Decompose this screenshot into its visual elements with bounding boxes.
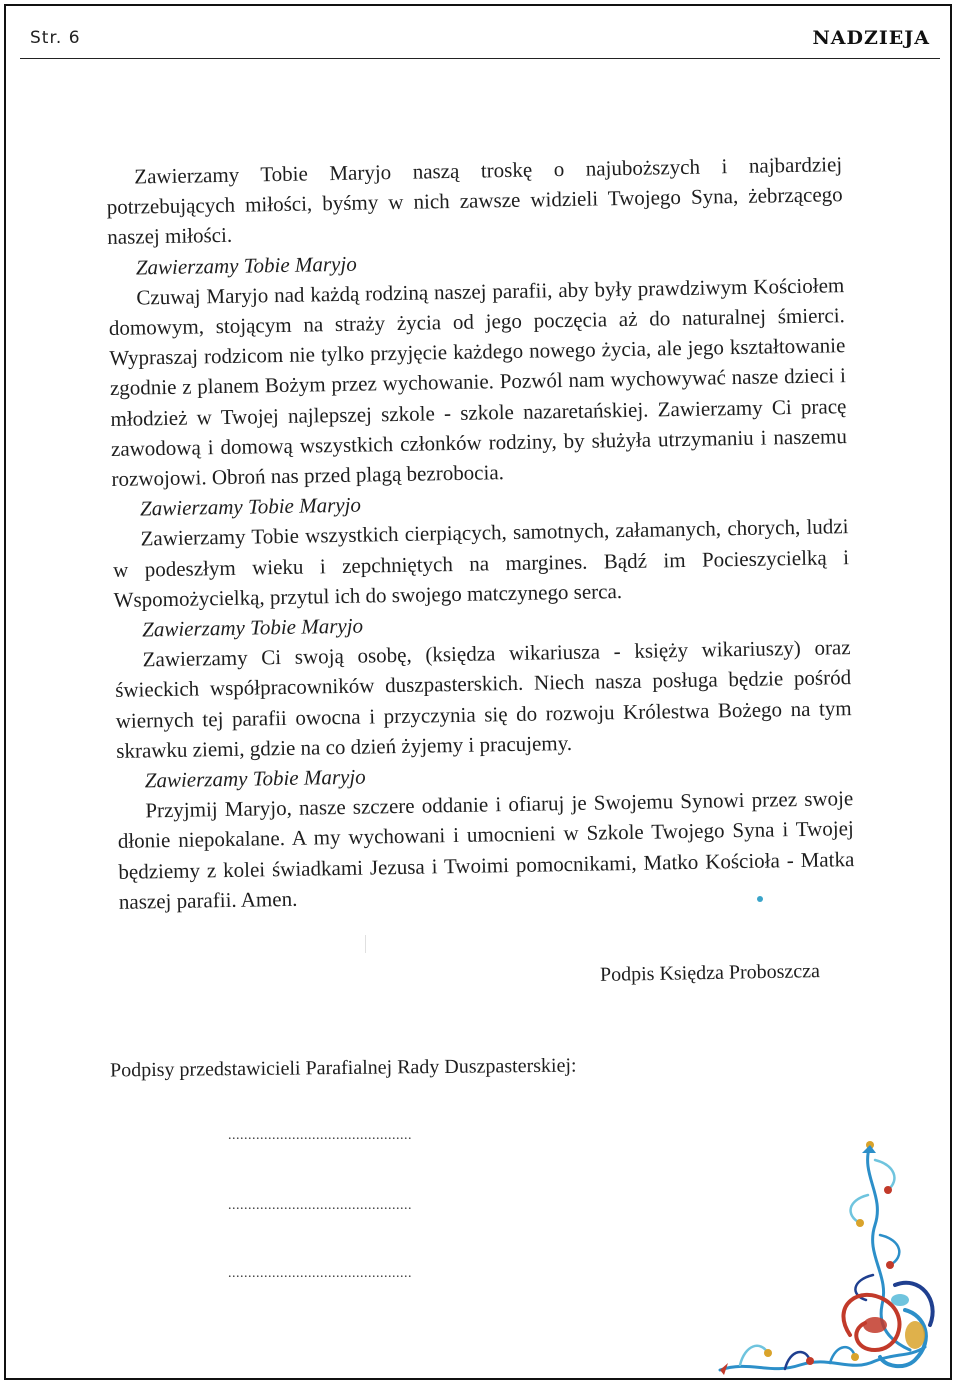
suffering-paragraph: Zawierzamy Tobie wszystkich cierpiących, samotnych, załamanych, chorych, ludzi w podeszłym wieku i zepchniętych na margines. Bądź im Pocieszycielką i Wspomożycielką, przytul ich do swojego matczynego serca. [112, 514, 850, 612]
page-number: Str. 6 [30, 28, 81, 48]
ministry-paragraph: Zawierzamy Ci swoją osobę, (księdza wikariusza - księży wikariuszy) oraz świeckich współpracowników duszpasterskich. Niech nasza posługa będzie pośród wiernych tej parafii owocna i przyczynia się do rozwoju Królestwa Bożego na tym skrawku ziemi, gdzie na co dzień żyjemy i pracujemy. [115, 635, 852, 763]
signature-line: .............................................. [228, 1128, 412, 1143]
scan-mark [365, 935, 366, 953]
decorative-dot [757, 896, 763, 902]
refrain: Zawierzamy Tobie Maryjo [135, 251, 357, 280]
family-paragraph: Czuwaj Maryjo nad każdą rodziną naszej parafii, aby były prawdziwym Kościołem domowym, stojącym na straży życia od jego poczęcia aż do naturalnej śmierci. Wypraszaj rodzicom nie tylko przyjęcie każdego nowego życia, ale jego kształtowanie zgodnie z planem Bożym przez wychowanie. Pozwól nam wychowywać nasze dzieci i młodzież w Twojej najlepszej szkole - szkole nazaretańskiej. Zawierzamy Ci pracę zawodową i domową wszystkich członków rodziny, by służyła utrzymaniu i naszemu rozwojowi. Obroń nas przed plagą bezrobocia. [108, 272, 848, 491]
refrain: Zawierzamy Tobie Maryjo [144, 764, 366, 793]
council-signature-label: Podpisy przedstawicieli Parafialnej Rady Duszpasterskiej: [109, 1054, 577, 1082]
pastor-signature-label: Podpis Księdza Proboszcza [599, 960, 821, 986]
publication-title: NADZIEJA [812, 27, 930, 49]
header-divider [20, 58, 940, 59]
signature-line: .............................................. [228, 1198, 412, 1213]
floral-corner-ornament [710, 1135, 955, 1380]
refrain: Zawierzamy Tobie Maryjo [139, 492, 362, 521]
refrain: Zawierzamy Tobie Maryjo [141, 613, 364, 642]
closing-paragraph: Przyjmij Maryjo, nasze szczere oddanie i ofiaruj je Swojemu Synowi przez swoje dłonie niepokalane. A my wychowani i umocnieni w Szkole Twojego Syna i Twojej będziemy z kolei świadkami Jezusa i Twoimi pomocnikami, Matko Kościoła - Matka naszej parafii. Amen. [117, 786, 855, 914]
signature-line: .............................................. [228, 1266, 412, 1281]
prayer-text [106, 149, 855, 917]
intro-paragraph: Zawierzamy Tobie Maryjo naszą troskę o najuboższych i najbardziej potrzebujących miłości, byśmy w nich zawsze widzieli Twojego Syna, żebrzącego naszej miłości. [106, 152, 843, 250]
